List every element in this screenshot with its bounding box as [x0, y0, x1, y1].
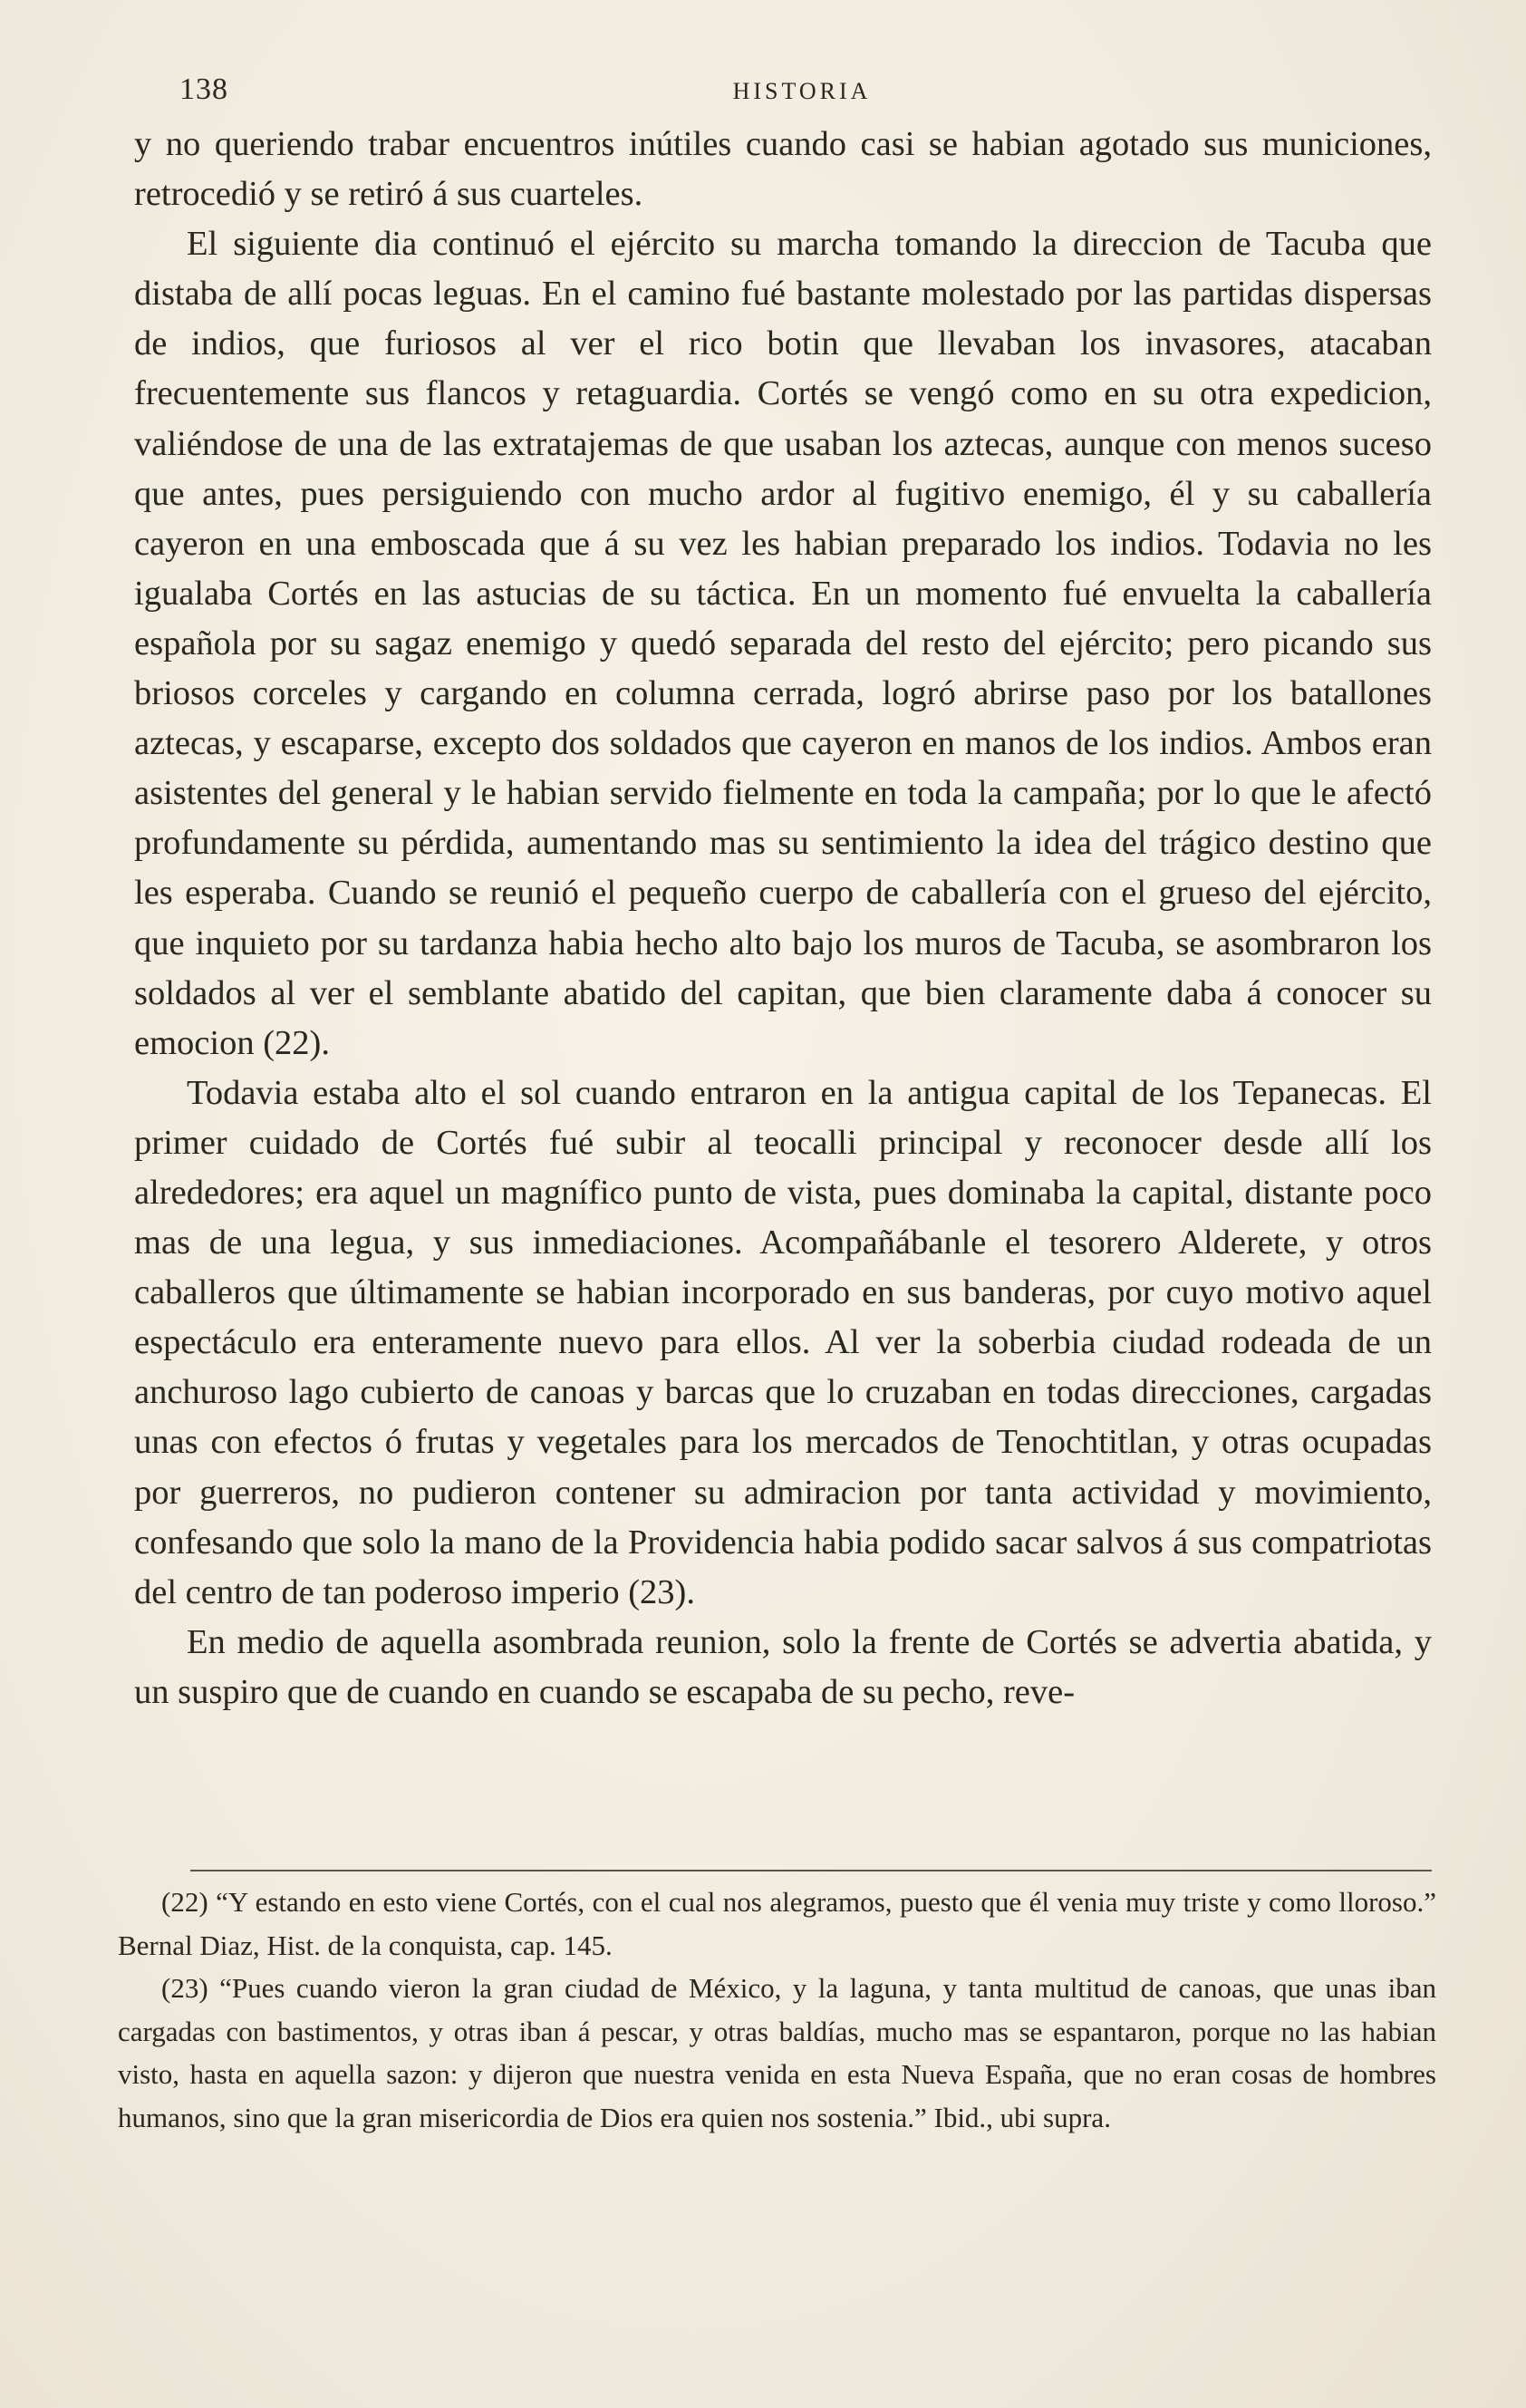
- paragraph-2: El siguiente dia continuó el ejército su marcha tomando la direccion de Tacuba que distaba de allí pocas leguas. En el camino fué bastante molestado por las partidas dispersas de indios, que furiosos al ver el rico botin que llevaban los invasores, atacaban frecuentemente sus flancos y retaguardia. Cortés se vengó como en su otra expedicion, valiéndose de una de las extratajemas de que usaban los aztecas, aunque con menos suceso que antes, pues persiguiendo con mucho ardor al fugitivo enemigo, él y su caballería cayeron en una emboscada que á su vez les habian preparado los indios. Todavia no les igualaba Cortés en las astucias de su táctica. En un momento fué envuelta la caballería española por su sagaz enemigo y quedó separada del resto del ejército; pero picando sus briosos corceles y cargando en columna cerrada, logró abrirse paso por los batallones aztecas, y escaparse, excepto dos soldados que cayeron en manos de los indios. Ambos eran asistentes del general y le habian servido fielmente en toda la campaña; por lo que le afectó profundamente su pérdida, aumentando mas su sentimiento la idea del trágico destino que les esperaba. Cuando se reunió el pequeño cuerpo de caballería con el grueso del ejército, que inquieto por su tardanza habia hecho alto bajo los muros de Tacuba, se asombraron los soldados al ver el semblante abatido del capitan, que bien claramente daba á conocer su emocion (22).: [134, 225, 1432, 1062]
- footnotes: [118, 1881, 1436, 2139]
- paragraph-4: En medio de aquella asombrada reunion, solo la frente de Cortés se advertia abatida, y un suspiro que de cuando en cuando se escapaba de su pecho, reve-: [134, 1622, 1432, 1711]
- running-head: HISTORIA: [732, 78, 872, 104]
- footnote-divider: [190, 1870, 1432, 1871]
- paragraph-3: Todavia estaba alto el sol cuando entraron en la antigua capital de los Tepanecas. El primer cuidado de Cortés fué subir al teocalli principal y reconocer desde allí los alrededores; era aquel un magnífico punto de vista, pues dominaba la capital, distante poco mas de una legua, y sus inmediaciones. Acompañábanle el tesorero Alderete, y otros caballeros que últimamente se habian incorporado en sus banderas, por cuyo motivo aquel espectáculo era enteramente nuevo para ellos. Al ver la soberbia ciudad rodeada de un anchuroso lago cubierto de canoas y barcas que lo cruzaban en todas direcciones, cargadas unas con efectos ó frutas y vegetales para los mercados de Tenochtitlan, y otras ocupadas por guerreros, no pudieron contener su admiracion por tanta actividad y movimiento, confesando que solo la mano de la Providencia habia podido sacar salvos á sus compatriotas del centro de tan poderoso imperio (23).: [134, 1073, 1432, 1611]
- footnote-23: (23) “Pues cuando vieron la gran ciudad de México, y la laguna, y tanta multitud de canoas, que unas iban cargadas con bastimentos, y otras iban á pescar, y otras baldías, mucho mas se espantaron, porque no las habian visto, hasta en aquella sazon: y dijeron que nuestra venida en esta Nueva España, que no eran cosas de hombres humanos, sino que la gran misericordia de Dios era quien nos sostenia.” Ibid., ubi supra.: [118, 1972, 1436, 2133]
- paragraph-1: y no queriendo trabar encuentros inútiles cuando casi se habian agotado sus municiones, retrocedió y se retiró á sus cuarteles.: [134, 125, 1432, 214]
- body-text: [134, 120, 1432, 1717]
- footnote-22: (22) “Y estando en esto viene Cortés, con el cual nos alegramos, puesto que él venia muy triste y como lloroso.” Bernal Diaz, Hist. de la conquista, cap. 145.: [118, 1886, 1436, 1961]
- page-number: 138: [179, 73, 228, 106]
- page-header: [172, 73, 1432, 118]
